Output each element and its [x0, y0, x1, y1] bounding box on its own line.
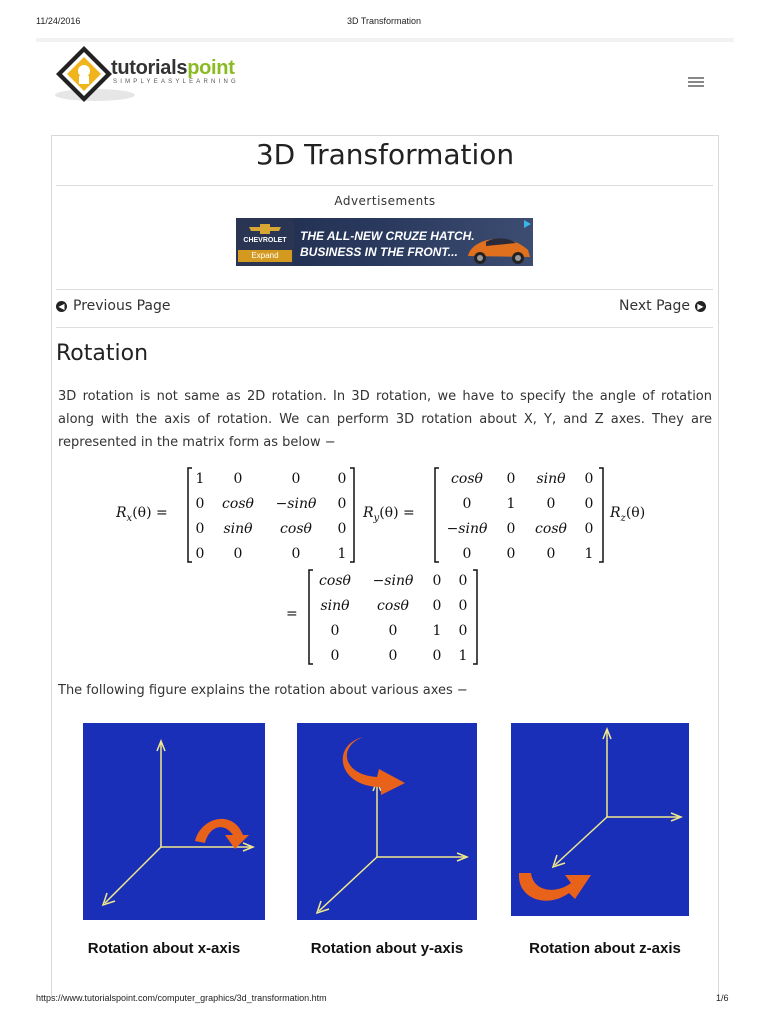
- matrix-cell: 0: [546, 496, 556, 512]
- rz-matrix: [307, 568, 479, 666]
- matrix-cell: 0: [195, 521, 205, 537]
- ad-banner[interactable]: [236, 218, 533, 266]
- rotation-y-diagram: [297, 723, 477, 920]
- adchoices-icon[interactable]: [522, 219, 532, 229]
- chevrolet-bowtie-icon: [249, 223, 281, 235]
- matrix-cell: cosθ: [280, 521, 312, 537]
- ad-brand-name: CHEVROLET: [243, 237, 287, 244]
- matrix-cell: 0: [584, 496, 594, 512]
- previous-page-label: Previous Page: [73, 298, 171, 314]
- matrix-cell: 0: [233, 546, 243, 562]
- matrix-cell: 0: [432, 648, 442, 664]
- x-axis-rotation-figure: [83, 723, 265, 920]
- car-image: [464, 226, 532, 266]
- ry-matrix: [433, 466, 605, 564]
- matrix-cell: 0: [291, 546, 301, 562]
- rotation-x-diagram: [83, 723, 265, 920]
- next-page-label: Next Page: [619, 298, 690, 314]
- arrow-left-circle-icon: ◀: [56, 301, 67, 312]
- ads-label: Advertisements: [334, 194, 436, 208]
- matrix-cell: 0: [506, 521, 516, 537]
- z-axis-rotation-figure: [511, 723, 689, 916]
- ad-headline-1: THE ALL-NEW CRUZE HATCH.: [300, 229, 475, 243]
- next-page-link[interactable]: [619, 298, 706, 314]
- matrix-cell: 1: [432, 623, 442, 639]
- matrix-cell: 0: [458, 573, 468, 589]
- print-title: 3D Transformation: [346, 16, 422, 26]
- matrix-cell: 1: [195, 471, 205, 487]
- matrix-cell: −sinθ: [275, 496, 317, 512]
- matrix-cell: 0: [330, 623, 340, 639]
- matrix-cell: 0: [584, 521, 594, 537]
- matrix-cell: sinθ: [223, 521, 253, 537]
- ad-expand-button[interactable]: Expand: [238, 250, 292, 262]
- ry-label: $R_y(\theta)$ =: [363, 505, 415, 524]
- logo-text[interactable]: tutorialspoint: [111, 57, 235, 79]
- matrix-cell: 0: [388, 623, 398, 639]
- figure-caption-x: Rotation about x-axis: [87, 940, 241, 957]
- matrix-cell: cosθ: [222, 496, 254, 512]
- ad-headline-2: BUSINESS IN THE FRONT...: [300, 245, 458, 259]
- matrix-cell: 0: [432, 598, 442, 614]
- matrix-cell: −sinθ: [446, 521, 488, 537]
- matrix-cell: cosθ: [319, 573, 351, 589]
- figure-caption-z: Rotation about z-axis: [529, 940, 681, 957]
- matrix-cell: 1: [584, 546, 594, 562]
- logo-tagline: SIMPLYEASYLEARNING: [113, 79, 239, 85]
- matrix-cell: 0: [195, 496, 205, 512]
- figure-intro: The following figure explains the rotation about various axes −: [58, 683, 468, 698]
- matrix-cell: 0: [432, 573, 442, 589]
- previous-page-link[interactable]: [56, 298, 171, 314]
- divider: [56, 185, 713, 186]
- rotation-z-diagram: [511, 723, 689, 916]
- arrow-right-circle-icon: ▶: [695, 301, 706, 312]
- matrix-cell: 0: [330, 648, 340, 664]
- matrix-cell: 0: [462, 496, 472, 512]
- divider: [56, 327, 713, 328]
- rz-label: $R_z(\theta)$: [610, 505, 646, 524]
- print-page-number: 1/6: [716, 993, 729, 1003]
- y-axis-rotation-figure: [297, 723, 477, 920]
- rx-label: $R_x(\theta)$ =: [116, 505, 168, 524]
- hamburger-menu-icon[interactable]: [688, 75, 704, 91]
- matrix-cell: 0: [584, 471, 594, 487]
- matrix-cell: 0: [195, 546, 205, 562]
- matrix-cell: 0: [388, 648, 398, 664]
- matrix-cell: 0: [233, 471, 243, 487]
- matrix-cell: 1: [506, 496, 516, 512]
- intro-paragraph: 3D rotation is not same as 2D rotation. In 3D rotation, we have to specify the angle of rotation along with the axis of rotation. We can perform 3D rotation about X, Y, and Z axes. They are represented in the matrix form as below −: [58, 389, 712, 450]
- matrix-cell: 0: [458, 598, 468, 614]
- matrix-cell: 0: [337, 496, 347, 512]
- matrix-cell: cosθ: [377, 598, 409, 614]
- divider: [56, 289, 713, 290]
- rx-matrix: [186, 466, 356, 564]
- matrix-cell: 0: [291, 471, 301, 487]
- matrix-cell: 0: [337, 471, 347, 487]
- matrix-cell: cosθ: [535, 521, 567, 537]
- matrix-cell: −sinθ: [372, 573, 414, 589]
- page-title: 3D Transformation: [255, 138, 515, 171]
- equals-sign: =: [286, 606, 298, 622]
- matrix-cell: sinθ: [320, 598, 350, 614]
- print-date: 11/24/2016: [36, 16, 81, 26]
- ad-brand-panel: [236, 218, 294, 266]
- matrix-cell: 0: [506, 471, 516, 487]
- figure-caption-y: Rotation about y-axis: [310, 940, 464, 957]
- matrix-cell: 0: [462, 546, 472, 562]
- print-url: https://www.tutorialspoint.com/computer_graphics/3d_transformation.htm: [36, 993, 327, 1003]
- matrix-cell: 1: [337, 546, 347, 562]
- matrix-cell: 1: [458, 648, 468, 664]
- matrix-cell: 0: [458, 623, 468, 639]
- matrix-cell: cosθ: [451, 471, 483, 487]
- matrix-cell: sinθ: [536, 471, 566, 487]
- matrix-cell: 0: [506, 546, 516, 562]
- section-heading: Rotation: [56, 341, 149, 366]
- matrix-cell: 0: [546, 546, 556, 562]
- matrix-cell: 0: [337, 521, 347, 537]
